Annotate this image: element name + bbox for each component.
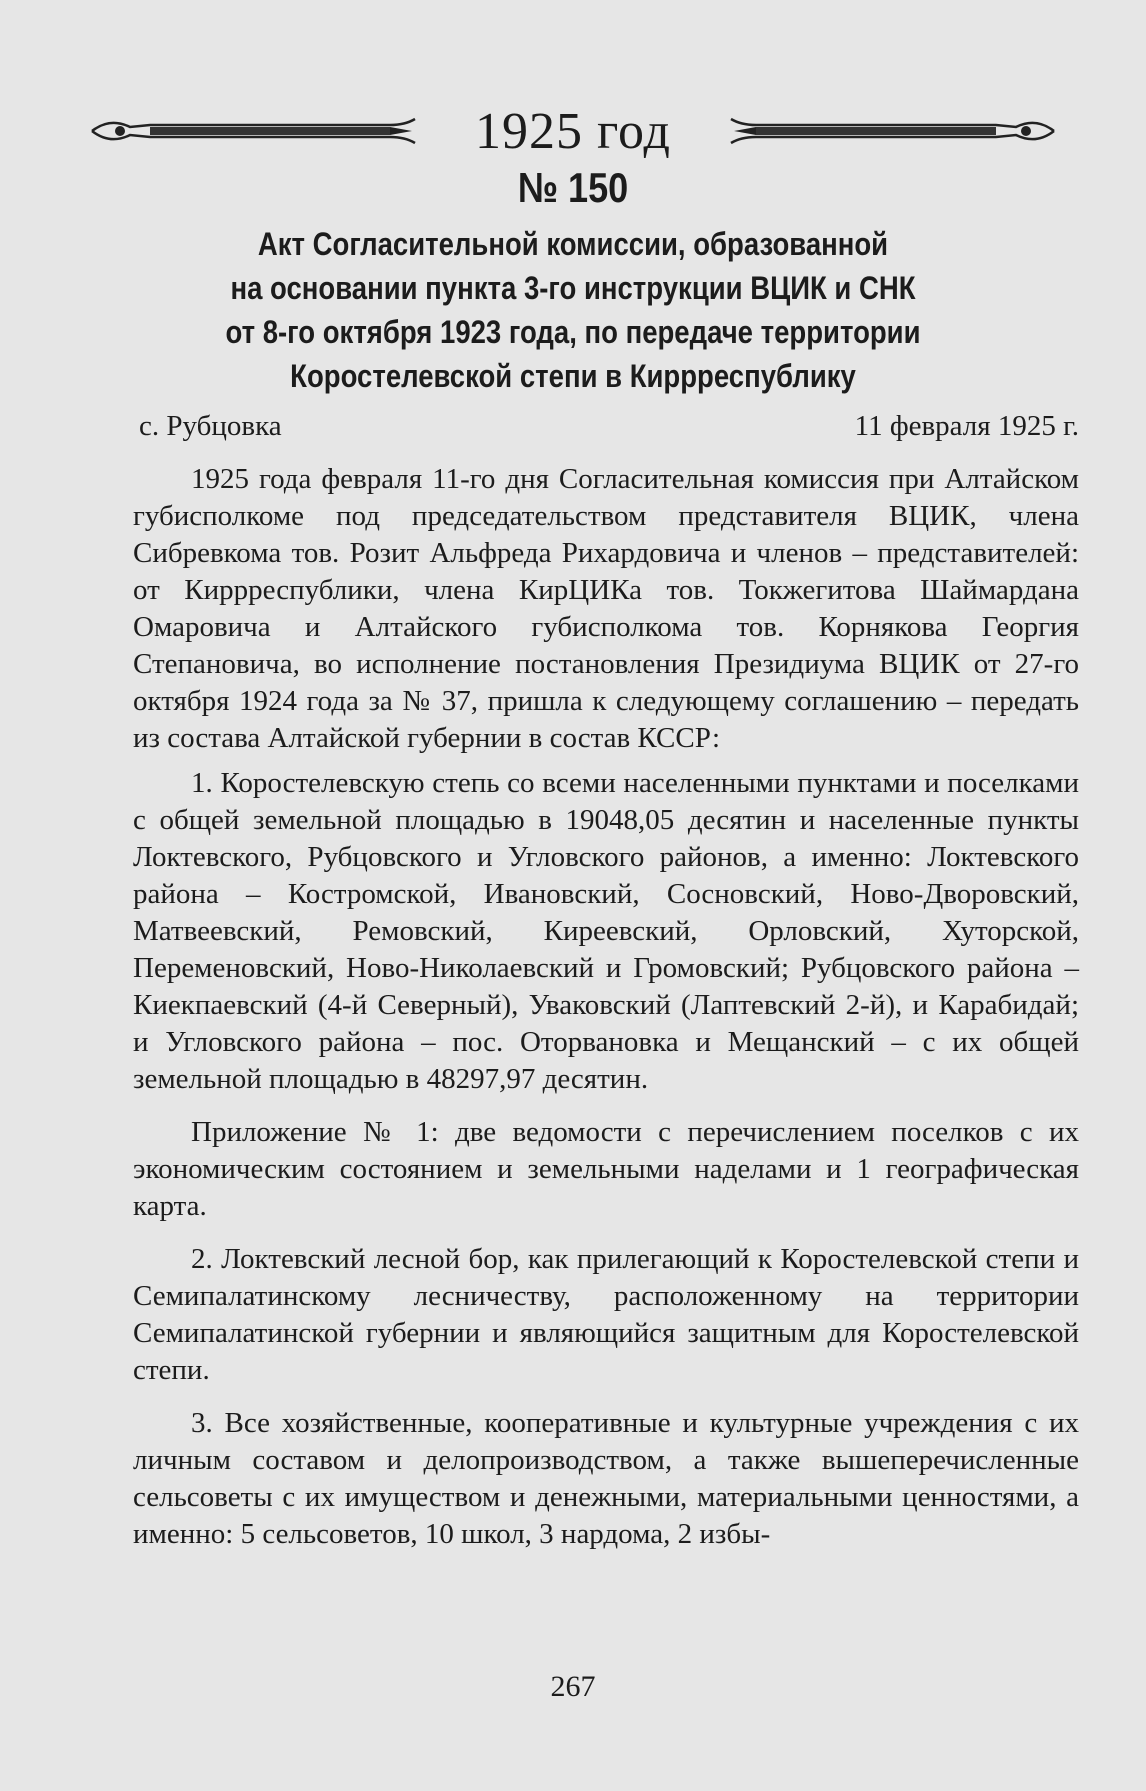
title-line: на основании пункта 3-го инструкции ВЦИК и СНК bbox=[230, 270, 916, 306]
left-ornament bbox=[90, 113, 420, 149]
document-body bbox=[133, 461, 1079, 1561]
year-heading: 1925 год bbox=[475, 102, 671, 160]
paragraph-text: 2. Локтевский лесной бор, как прилегающий к Коростелевской степи и Семипалатинскому лесничеству, расположенному на территории Семипалатинской губернии и являющийся защитным для Коростелевской степи. bbox=[133, 1243, 1079, 1386]
date: 11 февраля 1925 г. bbox=[854, 410, 1079, 442]
paragraph-text: 1. Коростелевскую степь со всеми населенными пунктами и поселками с общей земельной площадью в 19048,05 десятин и населенные пункты Локтевского, Рубцовского и Угловского районов, а именно: Локтевского района – Костромской, Ивановский, Сосновский, Ново-Дворовский, Матвеевский, Ремовский, Киреевский, Орловский, Хуторской, Переменовский, Ново-Николаевский и Громовский; Рубцовского района – Киекпаевский (4-й Северный), Уваковский (Лаптевский 2-й), и Карабидай; и Угловского района – пос. Оторвановка и Мещанский – с их общей земельной площадью в 48297,97 десятин. bbox=[133, 767, 1079, 1095]
paragraph-text: Приложение № 1: две ведомости с перечислением поселков с их экономическим состоянием и земельными наделами и 1 географическая карта. bbox=[133, 1116, 1079, 1222]
page-number: 267 bbox=[550, 1670, 596, 1703]
chapter-header bbox=[90, 96, 1056, 166]
place: с. Рубцовка bbox=[139, 410, 282, 442]
paragraph bbox=[133, 1405, 1079, 1553]
paragraph-text: 3. Все хозяйственные, кооперативные и культурные учреждения с их личным составом и делопроизводством, а также вышеперечисленные сельсоветы с их имуществом и денежными, материальными ценностями, а именно: 5 сельсоветов, 10 школ, 3 нардома, 2 избы- bbox=[133, 1407, 1079, 1550]
paragraph bbox=[133, 1114, 1079, 1225]
title-line: Коростелевской степи в Киррреспублику bbox=[290, 358, 856, 394]
title-line: от 8-го октября 1923 года, по передаче территории bbox=[225, 314, 921, 350]
document-number: № 150 bbox=[517, 164, 629, 211]
paragraph-text: 1925 года февраля 11-го дня Согласительная комиссия при Алтайском губисполкоме под председательством представителя ВЦИК, члена Сибревкома тов. Розит Альфреда Рихардовича и членов – представителей: от Киррреспублики, члена КирЦИКа тов. Токжегитова Шаймардана Омаровича и Алтайского губисполкома тов. Корнякова Георгия Степановича, во исполнение постановления Президиума ВЦИК от 27-го октября 1924 года за № 37, пришла к следующему соглашению – передать из состава Алтайской губернии в состав КССР: bbox=[133, 463, 1079, 754]
document-title bbox=[120, 222, 1026, 398]
paragraph bbox=[133, 461, 1079, 757]
paragraph bbox=[133, 1241, 1079, 1389]
title-line: Акт Согласительной комиссии, образованной bbox=[257, 226, 889, 262]
right-ornament bbox=[726, 113, 1056, 149]
paragraph bbox=[133, 765, 1079, 1098]
place-date-line bbox=[133, 410, 1079, 443]
